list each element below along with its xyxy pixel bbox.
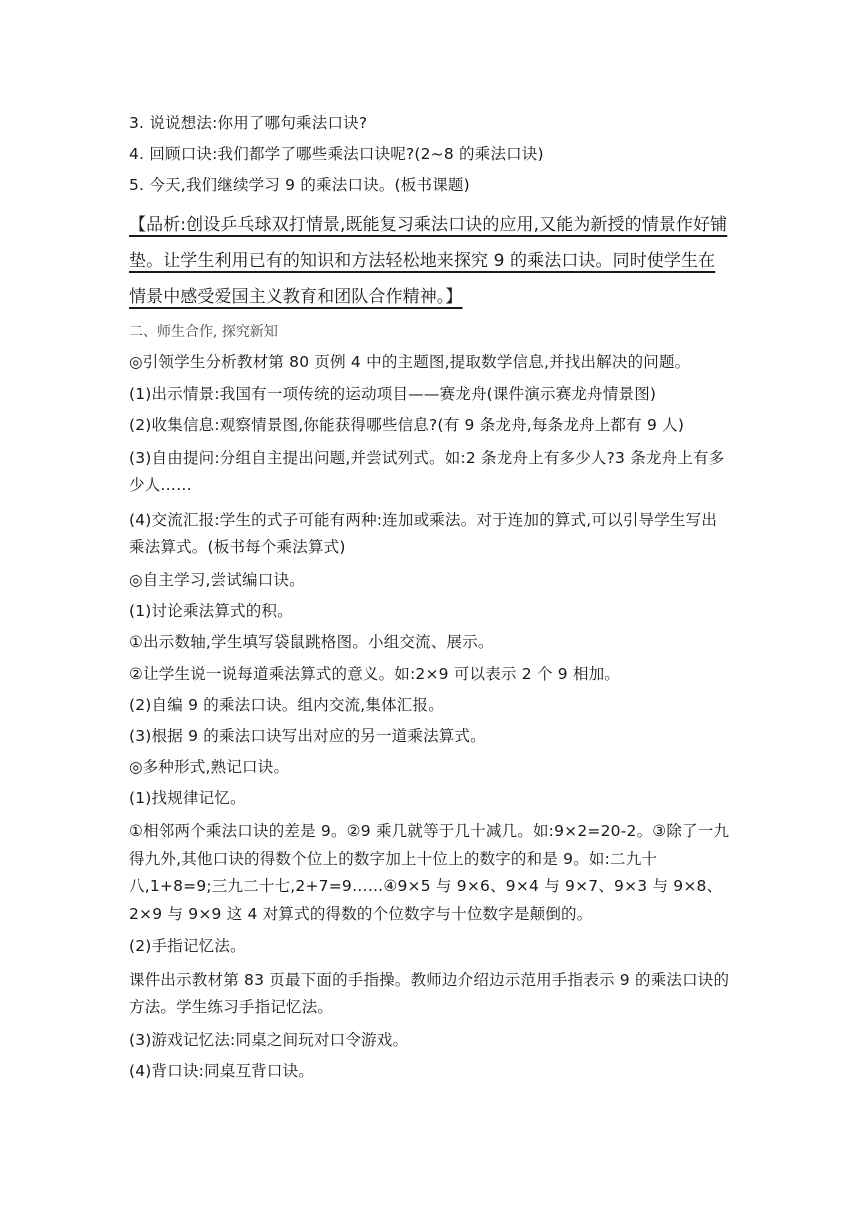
body-line: (4)交流汇报:学生的式子可能有两种:连加或乘法。对于连加的算式,可以引导学生写出乘法算式。(板书每个乘法算式) bbox=[129, 510, 718, 557]
analysis-text: 【品析:创设乒乓球双打情景,既能复习乘法口诀的应用,又能为新授的情景作好铺垫。让学生利用已有的知识和方法轻松地来探究 9 的乘法口诀。同时使学生在情景中感受爱国主义教育和团队合作精神。】 bbox=[129, 215, 728, 308]
body-line: (1)讨论乘法算式的积。 bbox=[129, 602, 293, 621]
body-line: (2)自编 9 的乘法口诀。组内交流,集体汇报。 bbox=[129, 695, 444, 714]
intro-line: 5. 今天,我们继续学习 9 的乘法口诀。(板书课题) bbox=[129, 176, 470, 195]
body-line: (2)收集信息:观察情景图,你能获得哪些信息?(有 9 条龙舟,每条龙舟上都有 9 人) bbox=[129, 415, 685, 434]
body-line: ◎引领学生分析教材第 80 页例 4 中的主题图,提取数学信息,并找出解决的问题。 bbox=[129, 353, 691, 372]
body-line: (2)手指记忆法。 bbox=[129, 937, 246, 956]
document-content bbox=[129, 112, 731, 1091]
analysis-note bbox=[129, 207, 731, 315]
body-line: (3)根据 9 的乘法口诀写出对应的另一道乘法算式。 bbox=[129, 726, 486, 745]
body-line: ◎自主学习,尝试编口诀。 bbox=[129, 570, 305, 589]
body-line: (3)游戏记忆法:同桌之间玩对口令游戏。 bbox=[129, 1030, 409, 1049]
body-line: 课件出示教材第 83 页最下面的手指操。教师边介绍边示范用手指表示 9 的乘法口诀的方法。学生练习手指记忆法。 bbox=[129, 970, 730, 1017]
body-line: (3)自由提问:分组自主提出问题,并尝试列式。如:2 条龙舟上有多少人?3 条龙舟上有多少人…… bbox=[129, 448, 725, 495]
body-line: (1)出示情景:我国有一项传统的运动项目——赛龙舟(课件演示赛龙舟情景图) bbox=[129, 384, 657, 403]
intro-line: 3. 说说想法:你用了哪句乘法口诀? bbox=[129, 114, 368, 132]
body-line: ①相邻两个乘法口诀的差是 9。②9 乘几就等于几十减几。如:9×2=20-2。③除了一九得九外,其他口诀的得数个位上的数字加上十位上的数字的和是 9。如:二九十八,1+8=9;三九二十七,2+7=9……④9×5 与 9×6、9×4 与 9×7、9×3 与 9×8、2×9 与 9×9 这 4 对算式的得数的个位数字与十位数字是颠倒的。 bbox=[129, 822, 730, 923]
body-line: (1)找规律记忆。 bbox=[129, 789, 246, 808]
body-line: ◎多种形式,熟记口诀。 bbox=[129, 758, 290, 777]
section-title: 二、师生合作, 探究新知 bbox=[129, 324, 278, 341]
body-line: (4)背口诀:同桌互背口诀。 bbox=[129, 1061, 314, 1080]
body-line: ②让学生说一说每道乘法算式的意义。如:2×9 可以表示 2 个 9 相加。 bbox=[129, 664, 621, 683]
intro-line: 4. 回顾口诀:我们都学了哪些乘法口诀呢?(2~8 的乘法口诀) bbox=[129, 145, 544, 164]
body-line: ①出示数轴,学生填写袋鼠跳格图。小组交流、展示。 bbox=[129, 633, 494, 652]
